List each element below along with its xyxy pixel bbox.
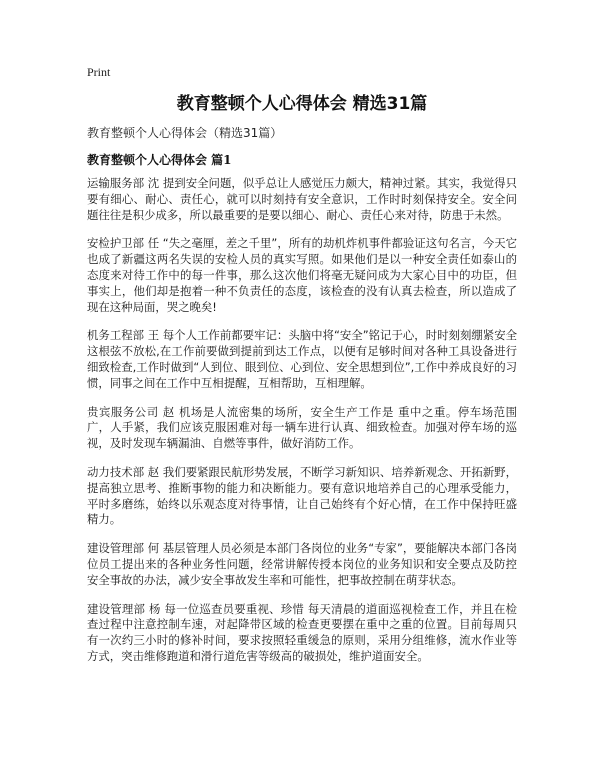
paragraph: 建设管理部 何 基层管理人员必须是本部门各岗位的业务“专家”，要能解决本部门各岗位员工提出来的各种业务性问题，经常讲解传授本岗位的业务知识和安全要点及防控安全事故的办法，减少安全事故发生率和可能性，把事故控制在萌芽状态。 <box>87 541 517 587</box>
page-title: 教育整顿个人心得体会 精选31篇 <box>176 94 428 114</box>
paragraph: 动力技术部 赵 我们要紧跟民航形势发展，不断学习新知识、培养新观念、开拓新野，提高独立思考、推断事物的能力和决断能力。要有意识地培养自己的心理承受能力，平时多磨练，始终以乐观态度对待事情，让自己始终有个好心情，在工作中保持旺盛精力。 <box>87 464 517 527</box>
print-link[interactable]: Print <box>87 65 111 79</box>
paragraph: 建设管理部 杨 每一位巡查员要重视、珍惜 每天清晨的道面巡视检查工作，并且在检查过程中注意控制车速，对起降带区域的检查更要摆在重中之重的位置。目前每周只有一次约三小时的修补时间，要求按照轻重缓急的原则，采用分组维修，流水作业等方式，突击维修跑道和滑行道危害等级高的破损处，维护道面安全。 <box>87 601 517 663</box>
section-heading: 教育整顿个人心得体会 篇1 <box>87 153 232 167</box>
paragraph: 安检护卫部 任 “失之毫厘，差之千里”，所有的劫机炸机事件都验证这句名言，今天它也成了新疆这两名失误的安检人员的真实写照。如果他们是以一种安全责任如泰山的态度来对待工作中的每一件事，那么这次他们将毫无疑问成为大家心目中的功臣，但事实上，他们却是抱着一种不负责任的态度，该检查的没有认真去检查，所以造成了现在这种局面，哭之晚矣! <box>87 236 517 314</box>
paragraph: 机务工程部 王 每个人工作前都要牢记：头脑中将“安全”铭记于心，时时刻刻绷紧安全这根弦不放松,在工作前要做到提前到达工作点，以便有足够时间对各种工具设备进行细致检查,工作时做到“人到位、眼到位、心到位、安全思想到位”,工作中养成良好的习惯，同事之间在工作中互相提醒，互相帮助，互相理解。 <box>87 328 517 390</box>
document-page <box>87 64 517 678</box>
paragraph: 运输服务部 沈 提到安全问题，似乎总让人感觉压力颇大，精神过紧。其实，我觉得只要有细心、耐心、责任心，就可以时刻持有安全意识，工作时时刻保持安全。安全问题往往是积少成多，所以最重要的是要以细心、耐心、责任心来对待，防患于未然。 <box>87 176 517 222</box>
paragraph: 贵宾服务公司 赵 机场是人流密集的场所，安全生产工作是 重中之重。停车场范围广，人手紧，我们应该克服困难对每一辆车进行认真、细致检查。加强对停车场的巡视，及时发现车辆漏油、自燃等事件，做好消防工作。 <box>87 404 517 451</box>
doc-subtitle: 教育整顿个人心得体会（精选31篇） <box>87 126 283 140</box>
